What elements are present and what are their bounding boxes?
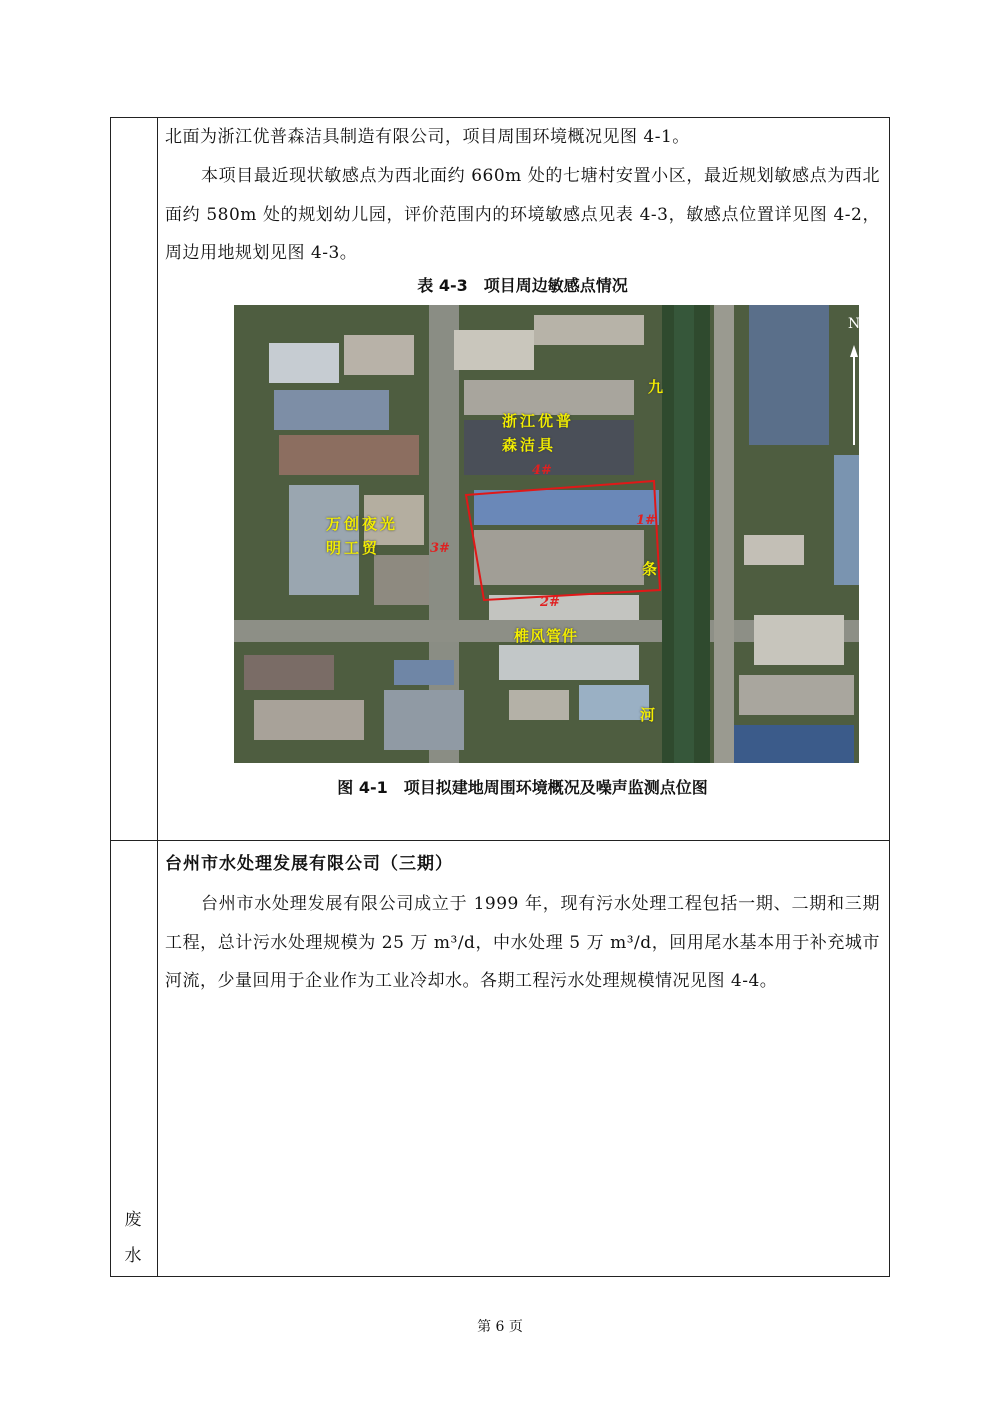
aerial-map [234, 305, 859, 763]
monitoring-point-1: 1# [636, 513, 656, 528]
map-river-label-3: 河 [640, 706, 659, 724]
monitoring-point-3: 3# [430, 541, 450, 556]
row-label-wastewater: 废 水 [124, 1210, 142, 1266]
map-label-north-company: 浙江优普森洁具 [502, 412, 575, 454]
map-label-west-company: 万创夜光明工贸 [326, 515, 399, 557]
section-title: 台州市水处理发展有限公司（三期） [165, 854, 453, 874]
page-number: 第 6 页 [477, 1319, 523, 1335]
monitoring-point-2: 2# [540, 595, 560, 610]
treatment-paragraph: 台州市水处理发展有限公司成立于 1999 年，现有污水处理工程包括一期、二期和三期工程，总计污水处理规模为 25 万 m³/d，中水处理 5 万 m³/d，回用尾水基本用于补充城市河流，少量回用于企业作为工业冷却水。各期工程污水处理规模情况见图 4-4。 [165, 894, 880, 991]
map-river-label-1: 九 [648, 378, 667, 396]
monitoring-point-4: 4# [532, 463, 552, 478]
table-caption: 表 4-3 项目周边敏感点情况 [417, 276, 628, 295]
table-row-divider [111, 840, 889, 841]
map-label-south-company: 椎风管件 [514, 627, 579, 645]
north-arrow-label: N [848, 316, 861, 332]
sensitive-points-paragraph: 本项目最近现状敏感点为西北面约 660m 处的七塘村安置小区，最近规划敏感点为西北面约 580m 处的规划幼儿园，评价范围内的环境敏感点见表 4-3，敏感点位置详见图 4-2，周边用地规划见图 4-3。 [165, 166, 880, 263]
intro-line: 北面为浙江优普森洁具制造有限公司，项目周围环境概况见图 4-1。 [165, 127, 690, 147]
map-river-label-2: 条 [642, 560, 661, 578]
figure-caption: 图 4-1 项目拟建地周围环境概况及噪声监测点位图 [337, 778, 708, 797]
table-column-divider [157, 118, 158, 1276]
